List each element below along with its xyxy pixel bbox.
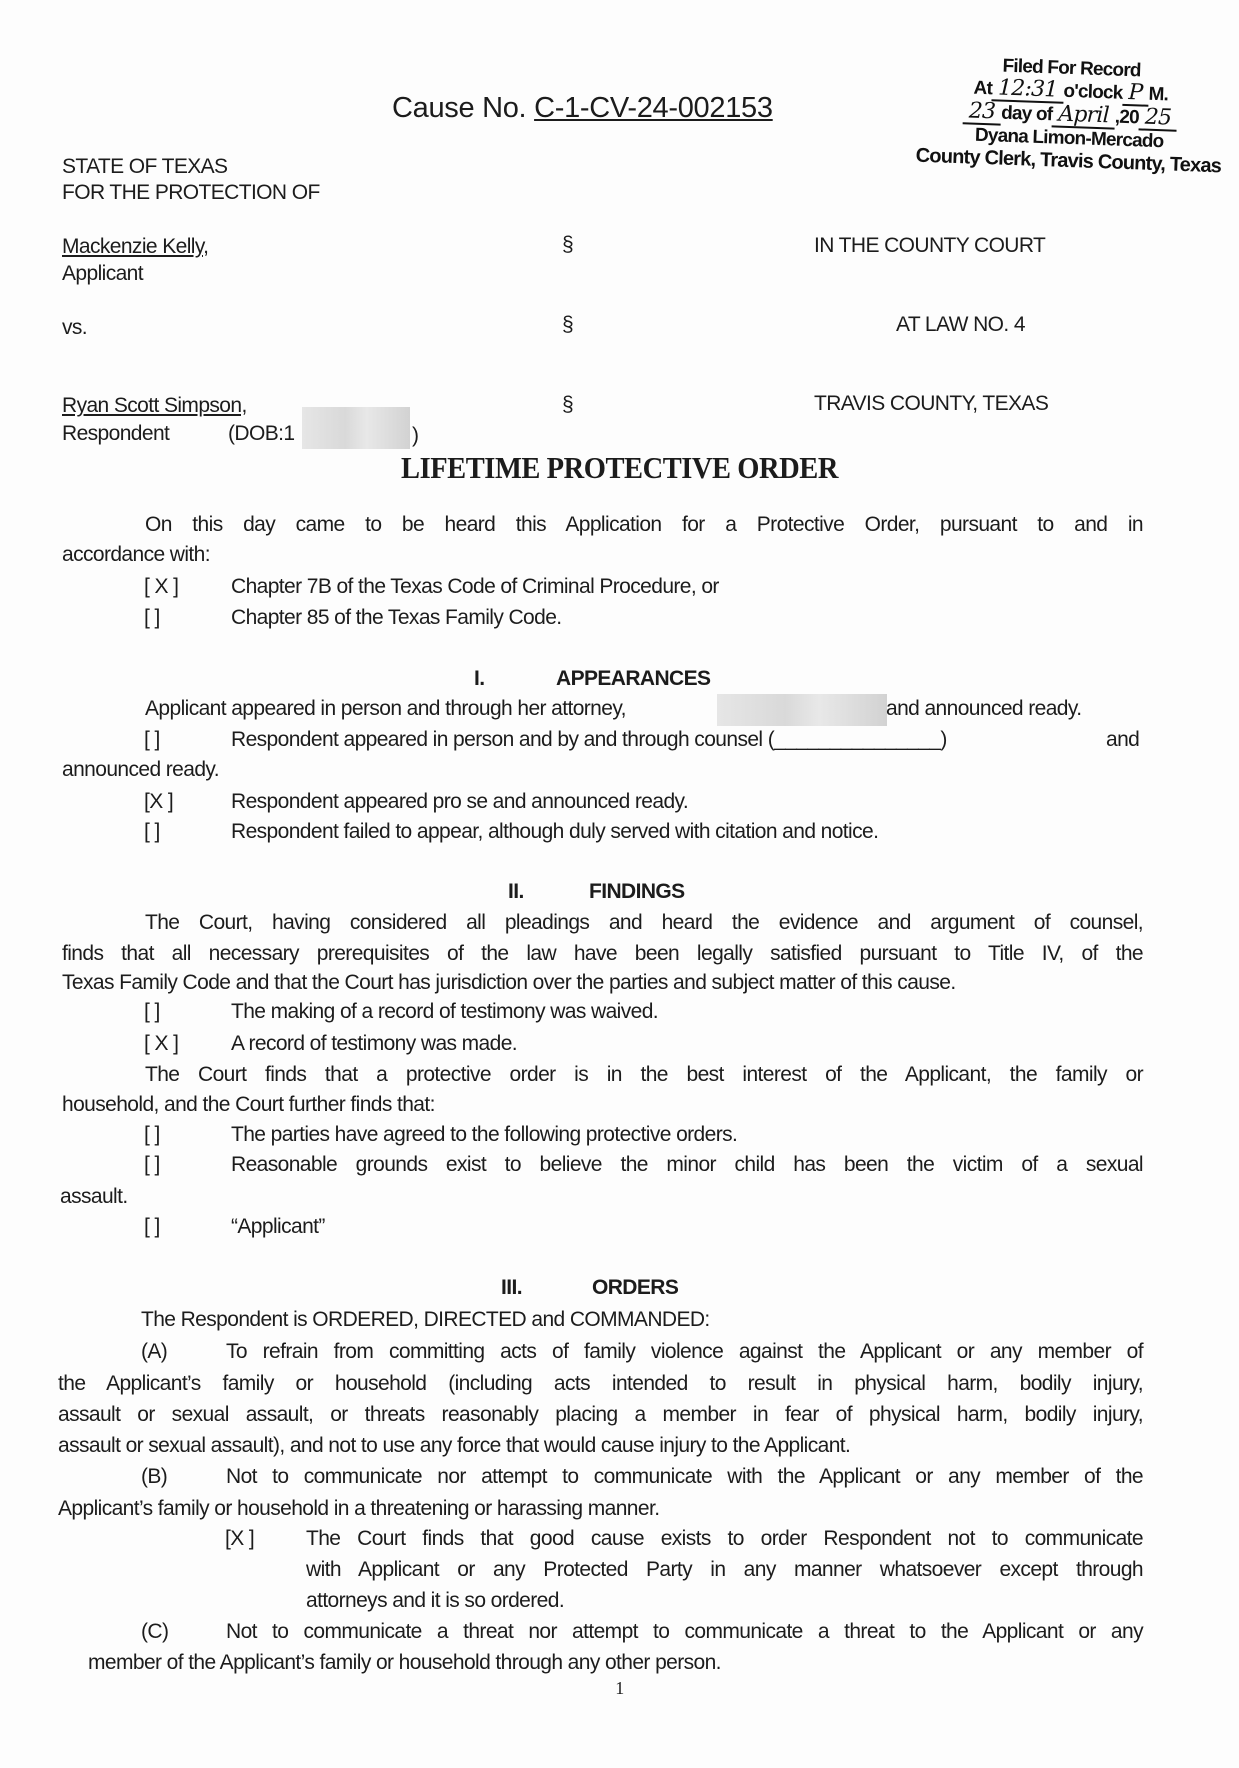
appearance-line: Applicant appeared in person and through her attorney, (145, 697, 626, 720)
stamp-m: M. (1148, 83, 1169, 106)
order-line: Not to communicate nor attempt to communicate with the Applicant or any member of the (226, 1465, 1143, 1488)
caption-state: STATE OF TEXAS (62, 155, 228, 178)
option-text-part: ) (940, 728, 947, 751)
stamp-clerk-name: Dyana Limon-Mercado (974, 124, 1164, 153)
order-line: assault or sexual assault), and not to use any force that would cause injury to the Applicant. (58, 1434, 851, 1457)
option-text: The making of a record of testimony was waived. (231, 1000, 659, 1023)
section-number: II. (508, 880, 524, 903)
checkbox: [ ] (144, 1215, 160, 1238)
cause-label: Cause No. (392, 92, 535, 124)
stamp-year-prefix: ,20 (1114, 106, 1140, 129)
findings-line: The Court finds that a protective order is in the best interest of the Applicant, the family or (145, 1063, 1143, 1086)
intro-line: On this day came to be heard this Application for a Protective Order, pursuant to and in (145, 513, 1143, 536)
findings-line: household, and the Court further finds that: (62, 1093, 435, 1116)
checkbox: [ ] (144, 728, 160, 751)
option-text (231, 728, 947, 752)
option-text: Respondent appeared pro se and announced ready. (231, 790, 689, 813)
option-text: Reasonable grounds exist to believe the minor child has been the victim of a sexual (231, 1153, 1143, 1176)
order-line: assault or sexual assault, or threats reasonably placing a member in fear of physical harm, bodily injury, (58, 1403, 1143, 1426)
respondent-name: Ryan Scott Simpson, (62, 394, 247, 417)
checkbox: [ X ] (144, 575, 179, 598)
vs-label: vs. (62, 316, 88, 339)
checkbox: [X ] (225, 1527, 255, 1550)
stamp-heading: Filed For Record (1002, 55, 1142, 82)
order-line: the Applicant’s family or household (including acts intended to result in physical harm, bodily injury, (58, 1372, 1143, 1395)
order-label: (B) (141, 1465, 168, 1488)
respondent-label: Respondent (62, 422, 170, 445)
option-text: Respondent failed to appear, although duly served with citation and notice. (231, 820, 879, 843)
stamp-day-of: day of (1000, 102, 1053, 126)
orders-intro: The Respondent is ORDERED, DIRECTED and COMMANDED: (141, 1308, 710, 1331)
stamp-month: April (1052, 103, 1115, 129)
redacted-dob (302, 407, 410, 449)
checkbox: [ ] (144, 1153, 160, 1176)
checkbox: [ ] (144, 1000, 160, 1023)
appearance-line: and announced ready. (886, 697, 1082, 720)
stamp-year: 25 (1138, 106, 1177, 131)
section-symbol: § (562, 233, 574, 256)
counsel-blank: _______________ (774, 728, 941, 751)
findings-line: finds that all necessary prerequisites of the law have been legally satisfied pursuant to Title IV, of the (62, 942, 1143, 965)
option-text: “Applicant” (231, 1215, 325, 1238)
cause-number (392, 92, 773, 125)
dob-close: ) (412, 424, 419, 447)
caption-for-protection: FOR THE PROTECTION OF (62, 181, 320, 204)
section-heading-findings: FINDINGS (589, 880, 685, 903)
section-heading-appearances: APPEARANCES (556, 667, 711, 690)
stamp-clerk-title: County Clerk, Travis County, Texas (915, 144, 1222, 178)
checkbox: [ ] (144, 1123, 160, 1146)
section-number: III. (501, 1276, 522, 1299)
section-number: I. (474, 667, 485, 690)
order-line: The Court finds that good cause exists to order Respondent not to communicate (306, 1527, 1143, 1550)
findings-line: The Court, having considered all pleadings and heard the evidence and argument of counsel, (145, 911, 1143, 934)
applicant-name: Mackenzie Kelly, (62, 235, 209, 258)
option-text: Chapter 85 of the Texas Family Code. (231, 606, 562, 629)
cause-number-value: C-1-CV-24-002153 (534, 92, 773, 124)
checkbox: [X ] (144, 790, 174, 813)
order-line: attorneys and it is so ordered. (306, 1589, 565, 1612)
section-heading-orders: ORDERS (592, 1276, 679, 1299)
order-line: member of the Applicant’s family or household through any other person. (88, 1651, 721, 1674)
stamp-ampm: P (1122, 82, 1149, 107)
stamp-time: 12:31 (992, 77, 1064, 103)
section-symbol: § (562, 393, 574, 416)
stamp-day: 23 (962, 100, 1001, 125)
checkbox: [ X ] (144, 1032, 179, 1055)
option-text: announced ready. (62, 758, 219, 781)
stamp-oclock: o'clock (1063, 80, 1123, 104)
order-line: with Applicant or any Protected Party in any manner whatsoever except through (306, 1558, 1143, 1581)
checkbox: [ ] (144, 606, 160, 629)
findings-line: Texas Family Code and that the Court has jurisdiction over the parties and subject matter of this cause. (62, 971, 956, 994)
option-text: The parties have agreed to the following protective orders. (231, 1123, 738, 1146)
option-text-and: and (1106, 728, 1140, 751)
checkbox: [ ] (144, 820, 160, 843)
section-symbol: § (562, 313, 574, 336)
order-label: (A) (141, 1340, 168, 1363)
court-name-2: AT LAW NO. 4 (896, 313, 1025, 336)
page-number: 1 (615, 1678, 624, 1698)
order-line: Applicant’s family or household in a threatening or harassing manner. (58, 1497, 660, 1520)
filed-for-record-stamp (903, 52, 1237, 177)
stamp-at: At (973, 77, 993, 100)
order-line: Not to communicate a threat nor attempt to communicate a threat to the Applicant or any (226, 1620, 1143, 1643)
option-text-part: Respondent appeared in person and by and through counsel ( (231, 728, 775, 751)
applicant-label: Applicant (62, 262, 143, 285)
intro-line: accordance with: (62, 543, 210, 566)
court-name-1: IN THE COUNTY COURT (814, 234, 1046, 257)
order-label: (C) (141, 1620, 169, 1643)
page-title: LIFETIME PROTECTIVE ORDER (401, 450, 838, 485)
option-text: A record of testimony was made. (231, 1032, 518, 1055)
dob-open: (DOB:1 (228, 422, 295, 445)
court-name-3: TRAVIS COUNTY, TEXAS (814, 392, 1049, 415)
option-text: assault. (60, 1185, 128, 1208)
redacted-attorney (717, 694, 887, 726)
order-line: To refrain from committing acts of family violence against the Applicant or any member of (226, 1340, 1143, 1363)
option-text: Chapter 7B of the Texas Code of Criminal Procedure, or (231, 575, 719, 598)
